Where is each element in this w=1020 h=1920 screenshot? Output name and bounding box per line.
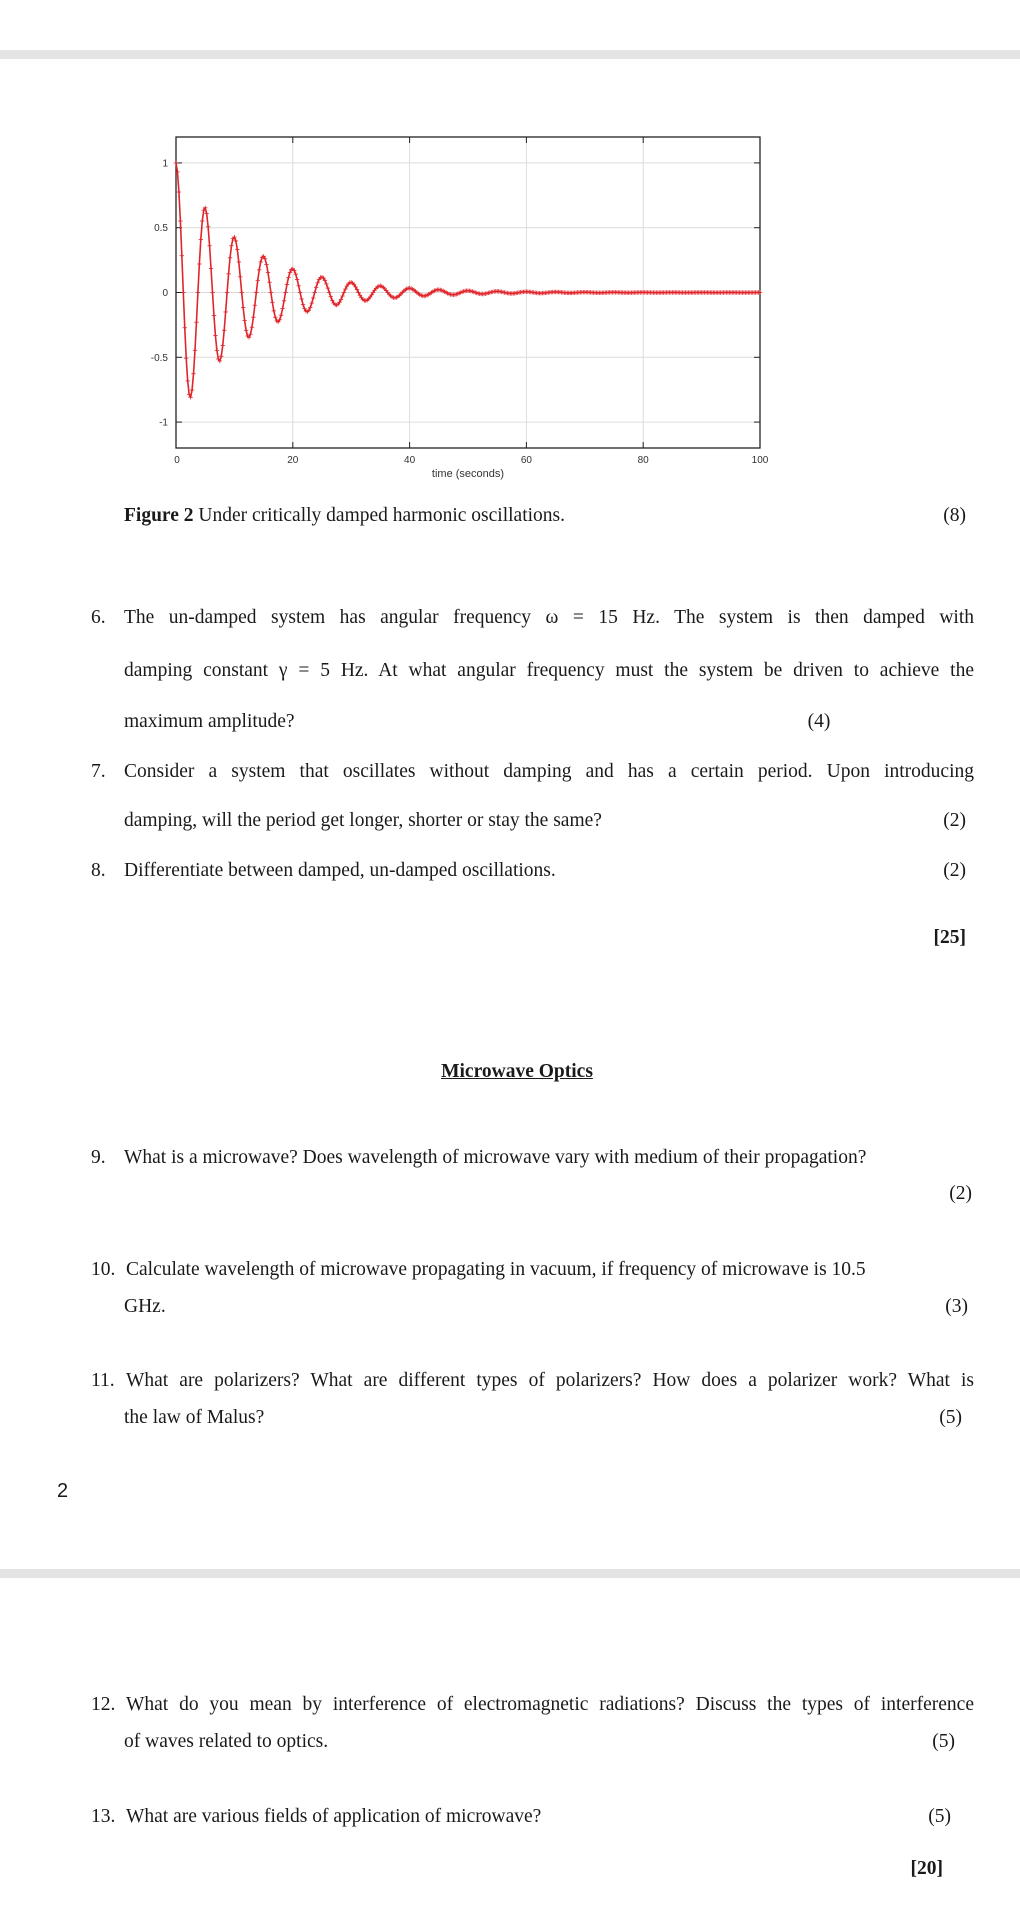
data-point-marker <box>196 290 200 294</box>
data-point-marker <box>223 310 227 314</box>
x-tick-label: 0 <box>174 455 180 466</box>
data-point-marker <box>279 313 283 317</box>
data-point-marker <box>225 290 229 294</box>
y-tick-label: -0.5 <box>150 352 168 364</box>
data-point-marker <box>222 328 226 332</box>
figure-marks: (8) <box>943 505 966 526</box>
data-point-marker <box>314 285 318 289</box>
data-point-marker <box>298 290 302 294</box>
data-point-marker <box>282 299 286 303</box>
question-marks: (2) <box>943 860 966 881</box>
question-text-line: maximum amplitude? <box>124 711 295 732</box>
question-number: 7. <box>91 761 106 782</box>
data-point-marker <box>286 275 290 279</box>
series-line-displacement <box>176 163 760 397</box>
data-point-marker <box>193 348 197 352</box>
question-text-line: The un-damped system has angular frequency ω = 15 Hz. The system is then damped with <box>124 607 974 628</box>
data-point-marker <box>250 325 254 329</box>
data-point-marker <box>199 237 203 241</box>
question-marks: (5) <box>939 1407 962 1428</box>
question-text-line: What do you mean by interference of electromagnetic radiations? Discuss the types of interference <box>126 1694 974 1715</box>
data-point-marker <box>296 284 300 288</box>
question-marks: (5) <box>928 1806 951 1827</box>
data-point-marker <box>221 343 225 347</box>
data-point-marker <box>327 290 331 294</box>
data-point-marker <box>213 333 217 337</box>
data-point-marker <box>269 290 273 294</box>
data-point-marker <box>212 313 216 317</box>
data-point-marker <box>267 280 271 284</box>
data-point-marker <box>200 219 204 223</box>
figure-label: Figure 2 <box>124 505 194 526</box>
data-point-marker <box>257 268 261 272</box>
y-tick-label: 1 <box>162 158 168 170</box>
data-point-marker <box>209 266 213 270</box>
data-point-marker <box>194 320 198 324</box>
data-point-marker <box>234 239 238 243</box>
question-number: 6. <box>91 607 106 628</box>
data-point-marker <box>301 302 305 306</box>
question-marks: (4) <box>807 711 831 732</box>
data-point-marker <box>226 272 230 276</box>
data-point-marker <box>241 305 245 309</box>
data-point-marker <box>215 348 219 352</box>
x-tick-label: 20 <box>287 455 299 466</box>
data-point-marker <box>295 277 299 281</box>
data-point-marker <box>237 260 241 264</box>
page-break <box>0 1569 1020 1578</box>
section-title-wrap <box>0 1060 1020 1084</box>
section-total: [25] <box>933 927 966 948</box>
data-point-marker <box>210 290 214 294</box>
data-point-marker <box>244 328 248 332</box>
data-point-marker <box>180 254 184 258</box>
question-text-line: damping, will the period get longer, shorter or stay the same? <box>124 810 602 831</box>
data-point-marker <box>185 379 189 383</box>
data-point-marker <box>254 290 258 294</box>
figure-caption-text: Under critically damped harmonic oscillations. <box>193 505 565 526</box>
section-title: Microwave Optics <box>441 1061 593 1082</box>
data-point-marker <box>177 190 181 194</box>
y-tick-label: 0 <box>162 288 168 299</box>
data-point-marker <box>235 247 239 251</box>
data-point-marker <box>174 161 178 165</box>
question-text-line: damping constant γ = 5 Hz. At what angular frequency must the system be driven to achieve the <box>124 660 974 681</box>
question-text-line: Differentiate between damped, un-damped oscillations. <box>124 860 556 881</box>
question-number: 11. <box>91 1370 115 1391</box>
data-point-marker <box>242 318 246 322</box>
question-text-line: What are various fields of application of microwave? <box>126 1806 542 1827</box>
data-point-marker <box>191 372 195 376</box>
question-number: 10. <box>91 1259 116 1280</box>
data-point-marker <box>326 286 330 290</box>
question-text-line: the law of Malus? <box>124 1407 265 1428</box>
question-number: 9. <box>91 1147 106 1168</box>
data-point-marker <box>253 303 257 307</box>
data-point-marker <box>264 262 268 266</box>
question-marks: (5) <box>932 1731 955 1752</box>
data-point-marker <box>204 211 208 215</box>
chart-ticks <box>151 137 769 466</box>
question-text-line: GHz. <box>124 1296 166 1317</box>
data-point-marker <box>197 262 201 266</box>
question-number: 8. <box>91 860 106 881</box>
data-point-marker <box>266 270 270 274</box>
data-point-marker <box>256 278 260 282</box>
section-total: [20] <box>910 1858 943 1879</box>
data-point-marker <box>251 315 255 319</box>
data-point-marker <box>240 290 244 294</box>
question-text-line: Consider a system that oscillates without damping and has a certain period. Upon introducing <box>124 761 974 782</box>
x-tick-label: 80 <box>637 455 649 466</box>
data-point-marker <box>219 354 223 358</box>
data-point-marker <box>310 301 314 305</box>
y-tick-label: -1 <box>159 417 168 429</box>
data-point-marker <box>238 275 242 279</box>
question-marks: (2) <box>943 810 966 831</box>
data-point-marker <box>258 260 262 264</box>
x-tick-label: 100 <box>751 455 769 466</box>
data-point-marker <box>228 256 232 260</box>
data-point-marker <box>229 244 233 248</box>
question-number: 13. <box>91 1806 116 1827</box>
data-point-marker <box>178 219 182 223</box>
data-point-marker <box>283 290 287 294</box>
x-tick-label: 40 <box>404 455 416 466</box>
y-tick-label: 0.5 <box>154 223 168 235</box>
data-point-marker <box>183 326 187 330</box>
x-axis-label: time (seconds) <box>431 468 505 480</box>
data-point-marker <box>270 300 274 304</box>
question-number: 12. <box>91 1694 116 1715</box>
page-number: 2 <box>57 1480 69 1502</box>
x-tick-label: 60 <box>520 455 532 466</box>
data-point-marker <box>313 290 317 294</box>
data-point-marker <box>207 244 211 248</box>
question-text-line: What are polarizers? What are different types of polarizers? How does a polarizer work? What is <box>126 1370 974 1391</box>
data-point-marker <box>181 290 185 294</box>
chart-series <box>174 161 762 400</box>
damped-oscillation-chart <box>0 0 1020 500</box>
question-marks: (3) <box>945 1296 968 1317</box>
data-point-marker <box>184 356 188 360</box>
data-point-marker <box>299 297 303 301</box>
data-point-marker <box>285 282 289 286</box>
data-point-marker <box>206 225 210 229</box>
question-marks: (2) <box>949 1183 972 1204</box>
data-point-marker <box>272 309 276 313</box>
data-point-marker <box>190 388 194 392</box>
data-point-marker <box>280 306 284 310</box>
data-point-marker <box>311 296 315 300</box>
figure-caption <box>124 504 565 528</box>
question-text-line: Calculate wavelength of microwave propagating in vacuum, if frequency of microwave is 10.5 <box>126 1259 866 1280</box>
question-text-line: of waves related to optics. <box>124 1731 329 1752</box>
question-text-line: What is a microwave? Does wavelength of microwave vary with medium of their propagation? <box>124 1147 867 1168</box>
